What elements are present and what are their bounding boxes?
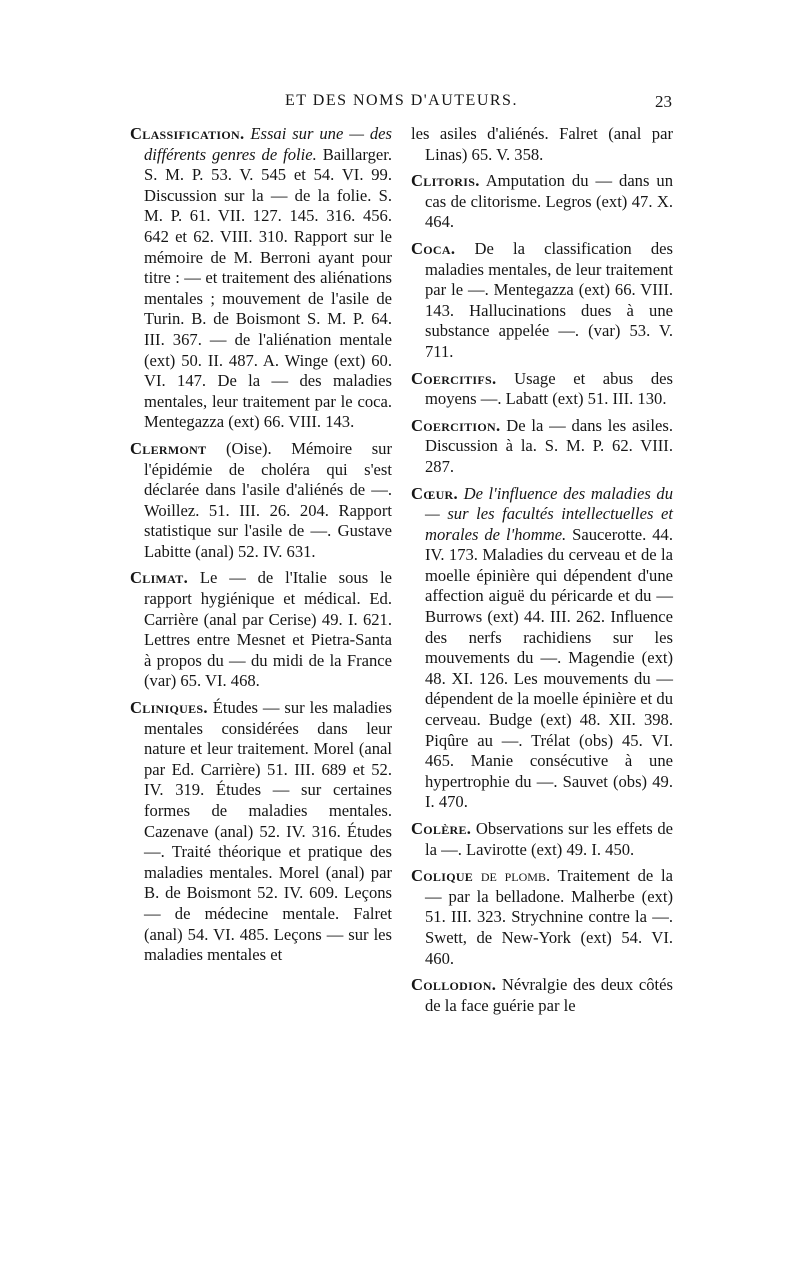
entry-term: Coercitifs.: [411, 368, 497, 388]
entry-body: Amputation du — dans un cas de clitorisme. Legros (ext) 47. X. 464.: [425, 171, 673, 232]
entry-term: Cœur.: [411, 483, 458, 503]
page-number: 23: [655, 92, 672, 111]
entry-term: Clermont: [130, 438, 207, 458]
index-entry: [411, 369, 673, 410]
entry-term: Cliniques.: [130, 698, 208, 718]
index-entry: [411, 819, 673, 860]
entry-term: Climat.: [130, 568, 189, 588]
index-entry: [411, 416, 673, 478]
entry-body: Traitement de la — par la belladone. Malherbe (ext) 51. III. 323. Strychnine contre la —. Swett, de New-York (ext) 54. VI. 460.: [425, 866, 673, 968]
entry-body: Études — sur les maladies mentales considérées dans leur nature et leur traitement. Morel (anal par Ed. Carrière) 51. III. 689 et 52. IV. 319. Études — sur certaines formes de maladies mentales. Cazenave (anal) 52. IV. 316. Études —. Traité théorique et pratique des maladies mentales. Morel (anal) par B. de Boismont 52. IV. 609. Leçons — de médecine mentale. Falret (anal) 54. VI. 485. Leçons — sur les maladies mentales et: [144, 698, 392, 965]
entry-term: Coca.: [411, 238, 456, 258]
index-entry: [411, 171, 673, 233]
entry-body: De la — dans les asiles. Discussion à la. S. M. P. 62. VIII. 287.: [425, 415, 673, 476]
entry-term: Clitoris.: [411, 171, 480, 191]
entry-body: Usage et abus des moyens —. Labatt (ext) 51. III. 130.: [425, 368, 673, 409]
entry-term: Collodion.: [411, 975, 497, 995]
index-entry: [411, 484, 673, 814]
entry-body: De la classification des maladies mentales, de leur traitement par le —. Mentegazza (ext) 66. VIII. 143. Hallucinations dues à une substance appelée —. (var) 53. V. 711.: [425, 238, 673, 361]
running-header: [0, 92, 800, 116]
entry-body: Baillarger. S. M. P. 53. V. 545 et 54. VI. 99. Discussion sur la — de la folie. S. M. P. 61. VII. 127. 145. 316. 456. 642 et 62. VIII. 310. Rapport sur le mémoire de M. Berroni ayant pour titre : — et traitement des aliénations mentales ; mouvement de l'asile de Turin. B. de Boismont S. M. P. 64. III. 367. — de l'aliénation mentale (ext) 50. II. 487. A. Winge (ext) 60. VI. 147. De la — des maladies mentales, leur traitement par le coca. Mentegazza (ext) 66. VIII. 143.: [144, 144, 392, 432]
index-entry: [130, 439, 392, 563]
index-entry: [411, 239, 673, 363]
entry-body: Le — de l'Italie sous le rapport hygiénique et médical. Ed. Carrière (anal par Cerise) 49. I. 621. Lettres entre Mesnet et Pietra-Santa à propos du — du midi de la France (var) 65. VI. 468.: [144, 568, 392, 691]
index-entry: [130, 124, 392, 433]
index-entry: [130, 698, 392, 966]
right-column: [411, 124, 673, 1022]
index-entry: [411, 975, 673, 1016]
entry-term: Classification.: [130, 124, 245, 143]
entry-body: les asiles d'aliénés. Falret (anal par Linas) 65. V. 358.: [411, 124, 673, 164]
entry-term: Colère.: [411, 819, 472, 838]
left-column: [130, 124, 392, 972]
index-entry: [411, 124, 673, 165]
running-title: ET DES NOMS D'AUTEURS.: [285, 92, 518, 109]
entry-term: Colique: [411, 866, 474, 886]
entry-title: De l'influence des maladies du — sur les facultés intellectuelles et morales de l'homme.: [425, 483, 673, 544]
entry-body: Névralgie des deux côtés de la face guérie par le: [425, 975, 673, 1015]
index-entry: [411, 866, 673, 969]
entry-title: Essai sur une — des différents genres de folie.: [144, 124, 392, 164]
entry-body: Observations sur les effets de la —. Lavirotte (ext) 49. I. 450.: [425, 819, 673, 859]
entry-body: (Oise). Mémoire sur l'épidémie de choléra qui s'est déclarée dans l'asile d'aliénés de —. Woillez. 51. III. 26. 204. Rapport statistique sur l'asile de —. Gustave Labitte (anal) 52. IV. 631.: [144, 438, 392, 561]
entry-term-rest: de plomb.: [480, 866, 551, 886]
entry-body: Saucerotte. 44. IV. 173. Maladies du cerveau et de la moelle épinière qui dépendent d'une affection aiguë du péricarde et du — Burrows (ext) 44. III. 262. Influence des nerfs rachidiens sur les mouvements du —. Magendie (ext) 48. XI. 126. Les mouvements du — dépendent de la moelle épinière et du cerveau. Budge (ext) 48. XII. 398. Piqûre au —. Trélat (obs) 45. VI. 465. Manie consécutive à une hypertrophie du —. Sauvet (obs) 49. I. 470.: [425, 524, 673, 812]
entry-term: Coercition.: [411, 415, 501, 435]
index-entry: [130, 568, 392, 692]
